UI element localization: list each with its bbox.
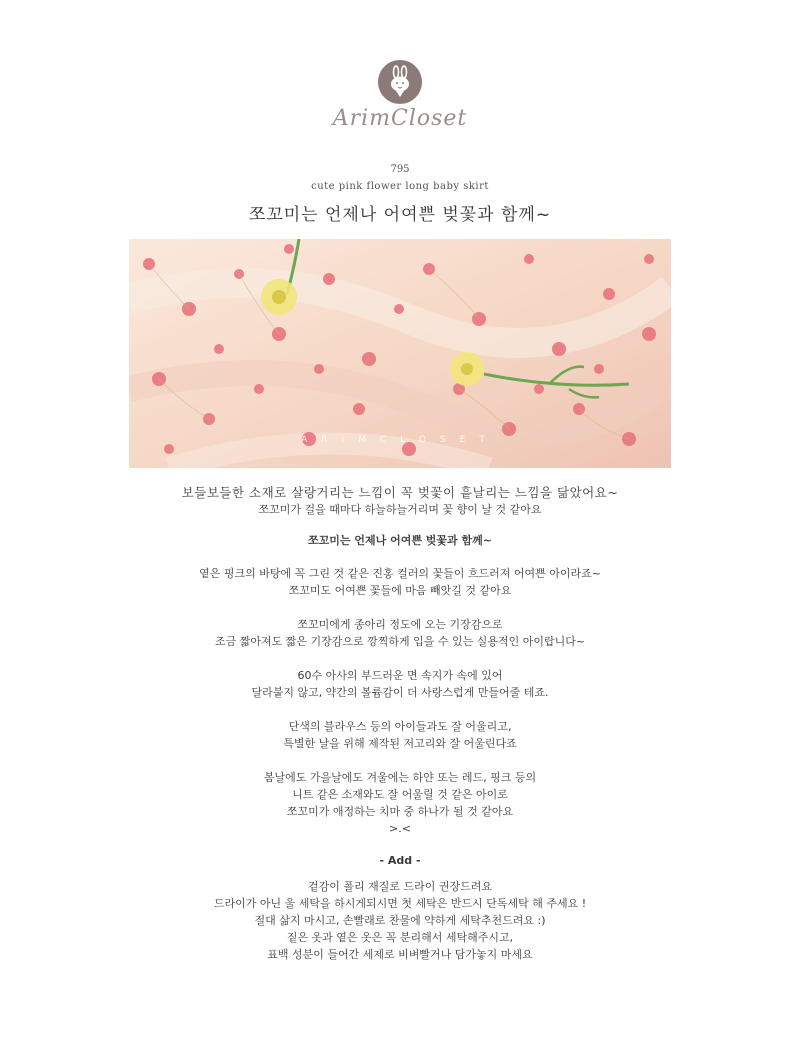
care-instructions — [0, 878, 800, 963]
paragraph-line: 쪼꼬미도 어여쁜 꽃들에 마음 빼앗길 것 같아요 — [288, 584, 512, 597]
paragraph-line: 60수 아사의 부드러운 면 속지가 속에 있어 — [297, 669, 503, 682]
care-line: 겉감이 폴리 재질로 드라이 권장드려요 — [307, 880, 492, 893]
brand-logo — [0, 60, 800, 131]
intro-line-2: 쪼꼬미가 걸을 때마다 하늘하늘거리며 꽃 향이 날 것 같아요 — [258, 503, 542, 516]
paragraph-line: 봄날에도 가을날에도 겨울에는 하얀 또는 레드, 핑크 등의 — [263, 771, 537, 784]
paragraph-line: 옅은 핑크의 바탕에 꼭 그린 것 같은 진홍 컬러의 꽃들이 흐드러져 어여쁜 아이라죠~ — [199, 567, 601, 580]
product-headline: 쪼꼬미는 언제나 어여쁜 벚꽃과 함께~ — [248, 205, 552, 225]
add-title: - Add - — [379, 854, 421, 867]
intro-block — [0, 484, 800, 518]
care-line: 절대 삶지 마시고, 손빨래로 찬물에 약하게 세탁추천드려요 :) — [254, 914, 546, 927]
paragraph-line: 특별한 날을 위해 제작된 저고리와 잘 어울린다죠 — [283, 737, 517, 750]
care-line: 드라이가 아닌 울 세탁을 하시게되시면 첫 세탁은 반드시 단독세탁 해 주세요 ! — [213, 897, 587, 910]
product-subtitle: cute pink flower long baby skirt — [311, 181, 489, 192]
paragraph-line: 쪼꼬미에게 종아리 정도에 오는 기장감으로 — [297, 618, 503, 631]
description-block — [0, 565, 800, 837]
bunny-icon — [378, 60, 422, 104]
product-code: 795 — [390, 164, 410, 175]
care-line: 표백 성분이 들어간 세제로 비벼빨거나 담가놓지 마세요 — [267, 948, 533, 961]
brand-name: ArimCloset — [332, 106, 468, 131]
product-photo — [129, 239, 671, 468]
highlight-heading: 쪼꼬미는 언제나 어여쁜 벚꽃과 함께~ — [308, 534, 492, 547]
care-line: 짙은 옷과 옅은 옷은 꼭 분리해서 세탁해주시고, — [286, 931, 514, 944]
paragraph-line: 니트 같은 소재와도 잘 어울릴 것 같은 아이로 — [292, 788, 508, 801]
paragraph-line: 조금 짧아져도 짧은 기장감으로 깡찍하게 입을 수 있는 실용적인 아이랍니다~ — [214, 635, 586, 648]
paragraph-line: 달라붙지 않고, 약간의 볼륨감이 더 사랑스럽게 만들어줄 테죠. — [251, 686, 549, 699]
floral-fabric-illustration — [129, 239, 671, 468]
paragraph-line: 쪼꼬미가 애정하는 치마 중 하나가 될 것 같아요 — [286, 805, 514, 818]
paragraph-line: 단색의 블라우스 등의 아이들과도 잘 어울리고, — [288, 720, 512, 733]
intro-line-1: 보들보들한 소재로 살랑거리는 느낌이 꼭 벚꽃이 흩날리는 느낌을 닮았어요~ — [181, 485, 619, 500]
paragraph-line: >.< — [389, 822, 411, 835]
photo-watermark: ARIMCLOSET — [301, 435, 499, 445]
